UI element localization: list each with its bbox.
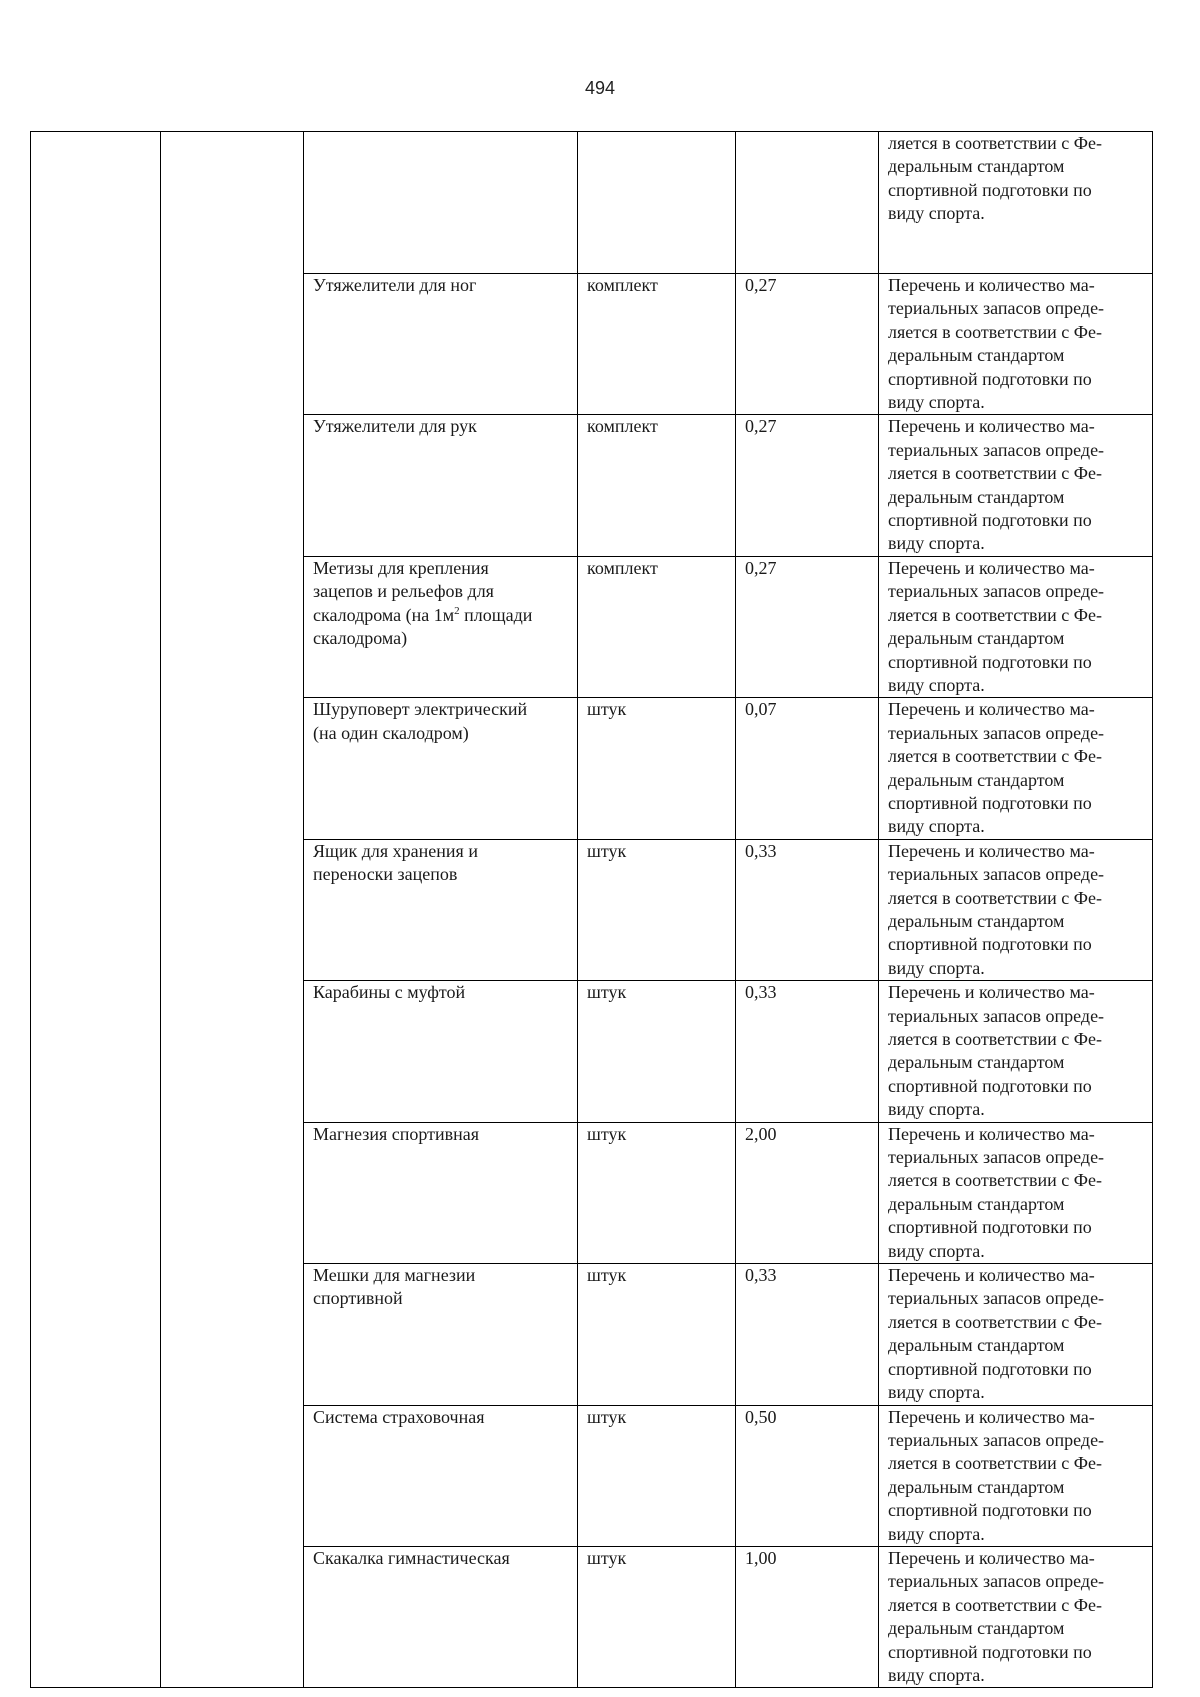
description-cell (879, 981, 1153, 1122)
description-line: деральным стандартом (888, 156, 1065, 177)
description-cell (879, 415, 1153, 556)
unit-cell: комплект (578, 556, 736, 697)
description-line: виду спорта. (888, 1523, 985, 1544)
equipment-table (30, 131, 1153, 1688)
quantity-cell: 2,00 (736, 1122, 879, 1263)
description-line: териальных запасов опреде- (888, 722, 1105, 743)
description-line: деральным стандартом (888, 1618, 1065, 1639)
description-line: ляется в соответствии с Фе- (888, 1594, 1103, 1615)
description-line: деральным стандартом (888, 1052, 1065, 1073)
unit-cell: комплект (578, 415, 736, 556)
item-name-cell (304, 415, 578, 556)
item-name-line: Скакалка гимнастическая (313, 1547, 510, 1568)
description-line: деральным стандартом (888, 769, 1065, 790)
description-line: спортивной подготовки по (888, 934, 1092, 955)
description-line: деральным стандартом (888, 1476, 1065, 1497)
merged-cell-col1 (31, 132, 161, 1688)
description-cell (879, 274, 1153, 415)
description-cell (879, 1405, 1153, 1546)
description-cell (879, 1546, 1153, 1687)
item-name-cell (304, 698, 578, 839)
description-line: ляется в соответствии с Фе- (888, 887, 1103, 908)
item-name-cell (304, 556, 578, 697)
description-line: Перечень и количество ма- (888, 982, 1095, 1003)
description-line: Перечень и количество ма- (888, 275, 1095, 295)
description-line: спортивной подготовки по (888, 1075, 1092, 1096)
description-line: спортивной подготовки по (888, 1358, 1092, 1379)
item-name-line: Метизы для крепления (313, 557, 489, 578)
table-row-continued (31, 132, 1153, 274)
description-line: деральным стандартом (888, 910, 1065, 931)
item-name-line: Ящик для хранения и (313, 840, 478, 861)
description-line: териальных запасов опреде- (888, 1571, 1105, 1592)
description-line: териальных запасов опреде- (888, 298, 1105, 319)
description-line: виду спорта. (888, 816, 985, 837)
description-line: ляется в соответствии с Фе- (888, 1311, 1103, 1332)
item-name-cell (304, 1122, 578, 1263)
item-name-line: Карабины с муфтой (313, 982, 466, 1003)
item-name-line: Мешки для магнезии (313, 1265, 476, 1286)
item-name-line: (на один скалодром) (313, 722, 469, 743)
description-line: ляется в соответствии с Фе- (888, 746, 1103, 767)
item-name-cell (304, 132, 578, 274)
description-line: деральным стандартом (888, 628, 1065, 649)
description-line: ляется в соответствии с Фе- (888, 1029, 1103, 1049)
description-line: ляется в соответствии с Фе- (888, 463, 1103, 484)
item-name-line: зацепов и рельефов для (313, 581, 494, 602)
description-line: териальных запасов опреде- (888, 581, 1105, 602)
quantity-cell: 1,00 (736, 1546, 879, 1687)
quantity-cell (736, 132, 879, 274)
description-line: Перечень и количество ма- (888, 1406, 1095, 1427)
item-name-cell (304, 1546, 578, 1687)
description-line: ляется в соответствии с Фе- (888, 1170, 1103, 1191)
item-name-line: Шуруповерт электрический (313, 699, 528, 720)
description-cell (879, 1122, 1153, 1263)
description-line: виду спорта. (888, 957, 985, 978)
description-line: ляется в соответствии с Фе- (888, 133, 1103, 153)
unit-cell: штук (578, 698, 736, 839)
description-line: виду спорта. (888, 1664, 985, 1685)
description-line: виду спорта. (888, 533, 985, 554)
item-name-line: Утяжелители для ног (313, 275, 477, 295)
quantity-cell: 0,50 (736, 1405, 879, 1546)
quantity-cell: 0,07 (736, 698, 879, 839)
item-name-cell (304, 274, 578, 415)
description-line: териальных запасов опреде- (888, 1429, 1105, 1450)
unit-cell: штук (578, 839, 736, 980)
description-line: Перечень и количество ма- (888, 557, 1095, 578)
quantity-cell: 0,27 (736, 415, 879, 556)
quantity-cell: 0,33 (736, 839, 879, 980)
description-line: териальных запасов опреде- (888, 1005, 1105, 1026)
quantity-cell: 0,27 (736, 274, 879, 415)
description-line: Перечень и количество ма- (888, 1123, 1095, 1144)
description-line: деральным стандартом (888, 345, 1065, 366)
item-name-cell (304, 981, 578, 1122)
quantity-cell: 0,33 (736, 981, 879, 1122)
description-cell (879, 1264, 1153, 1405)
item-name-line (313, 604, 568, 627)
description-line: Перечень и количество ма- (888, 1547, 1095, 1568)
equipment-table-body (31, 132, 1153, 1688)
description-line: териальных запасов опреде- (888, 1288, 1105, 1309)
quantity-cell: 0,27 (736, 556, 879, 697)
description-line: ляется в соответствии с Фе- (888, 604, 1103, 625)
page-number: 494 (584, 78, 616, 98)
description-line: ляется в соответствии с Фе- (888, 1453, 1103, 1474)
item-name-cell (304, 1405, 578, 1546)
description-line: териальных запасов опреде- (888, 439, 1105, 460)
description-cell (879, 839, 1153, 980)
description-line: виду спорта. (888, 1099, 985, 1120)
description-line: Перечень и количество ма- (888, 416, 1095, 437)
description-line: спортивной подготовки по (888, 179, 1092, 200)
unit-cell: штук (578, 981, 736, 1122)
description-line: виду спорта. (888, 1240, 985, 1261)
item-name-line: скалодрома) (313, 628, 408, 649)
description-line: деральным стандартом (888, 1193, 1065, 1214)
description-line: ляется в соответствии с Фе- (888, 321, 1103, 342)
item-name-text: скалодрома (на 1м (313, 604, 455, 625)
description-line: спортивной подготовки по (888, 368, 1092, 389)
description-line: Перечень и количество ма- (888, 840, 1095, 861)
unit-cell: штук (578, 1264, 736, 1405)
description-line: спортивной подготовки по (888, 651, 1092, 672)
description-line: виду спорта. (888, 1382, 985, 1403)
description-line: териальных запасов опреде- (888, 864, 1105, 885)
description-line: териальных запасов опреде- (888, 1147, 1105, 1168)
unit-cell: штук (578, 1546, 736, 1687)
description-line: виду спорта. (888, 203, 985, 224)
description-cell (879, 556, 1153, 697)
description-line: деральным стандартом (888, 1335, 1065, 1356)
unit-cell: штук (578, 1122, 736, 1263)
description-line: виду спорта. (888, 674, 985, 695)
description-line: Перечень и количество ма- (888, 1265, 1095, 1286)
item-name-line: Утяжелители для рук (313, 416, 477, 437)
description-cell (879, 698, 1153, 839)
item-name-text: площади (459, 604, 533, 625)
item-name-line: Система страховочная (313, 1406, 485, 1427)
description-line: спортивной подготовки по (888, 792, 1092, 813)
unit-cell: комплект (578, 274, 736, 415)
unit-cell (578, 132, 736, 274)
unit-cell: штук (578, 1405, 736, 1546)
item-name-line: переноски зацепов (313, 864, 458, 885)
merged-cell-col2 (161, 132, 304, 1688)
item-name-cell (304, 839, 578, 980)
item-name-cell (304, 1264, 578, 1405)
description-line: спортивной подготовки по (888, 510, 1092, 531)
description-line: спортивной подготовки по (888, 1641, 1092, 1662)
description-line: спортивной подготовки по (888, 1500, 1092, 1521)
description-line: деральным стандартом (888, 486, 1065, 507)
description-line: Перечень и количество ма- (888, 699, 1095, 720)
quantity-cell: 0,33 (736, 1264, 879, 1405)
superscript-text: 2 (454, 604, 460, 617)
item-name-line: Магнезия спортивная (313, 1123, 480, 1144)
description-line: спортивной подготовки по (888, 1217, 1092, 1238)
description-line: виду спорта. (888, 392, 985, 413)
description-cell (879, 132, 1153, 274)
item-name-line: спортивной (313, 1288, 403, 1309)
